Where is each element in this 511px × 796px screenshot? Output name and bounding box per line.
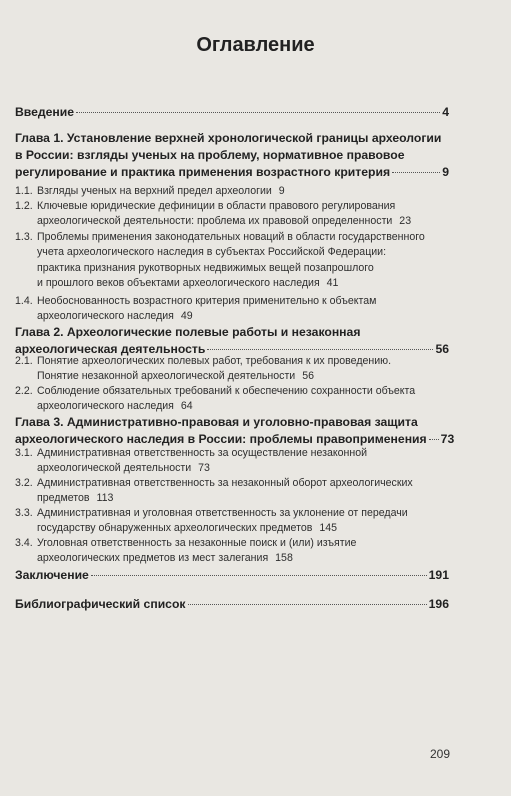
toc-entry-introduction[interactable]: [15, 104, 449, 121]
toc-entry-line: учета археологического наследия в субъектах Российской Федерации:: [37, 246, 387, 259]
toc-entry-line: предметов: [37, 492, 90, 505]
toc-entry-line: археологического наследия в России: проблемы правоприменения: [15, 432, 427, 446]
section-number: 1.2.: [15, 200, 33, 212]
leader-dots: [429, 439, 439, 440]
section-number: 1.1.: [15, 185, 33, 197]
toc-entry-page: 158: [275, 552, 293, 565]
toc-entry-title: Введение: [15, 105, 75, 119]
toc-entry-line: Административная ответственность за осуществление незаконной: [37, 447, 368, 459]
toc-entry-line: Глава 1. Установление верхней хронологической границы археологии: [15, 131, 442, 145]
toc-entry-page: 145: [319, 522, 337, 535]
toc-entry-page: 9: [442, 165, 449, 179]
toc-entry-line: регулирование и практика применения возрастного критерия: [15, 165, 391, 179]
toc-entry-line: практика признания рукотворных недвижимых вещей позапрошлого: [37, 261, 374, 274]
toc-entry-chapter-2[interactable]: [15, 324, 449, 358]
toc-entry-line: Глава 3. Административно-правовая и уголовно-правовая защита: [15, 415, 418, 429]
toc-entry-section-3-2[interactable]: [15, 476, 449, 507]
toc-entry-line: археологическая деятельность: [15, 342, 206, 356]
toc-entry-conclusion[interactable]: [15, 567, 449, 584]
toc-entry-page: 9: [278, 185, 285, 197]
toc-entry-line: Глава 2. Археологические полевые работы и незаконная: [15, 325, 361, 339]
section-number: 3.4.: [15, 537, 33, 549]
toc-entry-line: археологической деятельности: проблема их правовой определенности: [37, 215, 393, 228]
section-number: 1.4.: [15, 295, 33, 307]
toc-entry-page: 191: [428, 568, 449, 582]
toc-entry-bibliography[interactable]: [15, 596, 449, 613]
page-title: Оглавление: [196, 34, 315, 56]
toc-entry-section-1-3[interactable]: [15, 230, 449, 291]
toc-entry-line: государству обнаруженных археологических предметов: [37, 522, 313, 535]
toc-entry-line: Необоснованность возрастного критерия применительно к объектам: [37, 295, 377, 307]
toc-entry-page: 4: [442, 105, 449, 119]
toc-entry-line: археологических предметов из мест залегания: [37, 552, 269, 565]
toc-entry-page: 56: [302, 370, 314, 383]
toc-entry-page: 56: [435, 342, 449, 356]
toc-entry-chapter-3[interactable]: [15, 414, 455, 448]
toc-entry-line: археологического наследия: [37, 400, 174, 413]
toc-entry-section-2-1[interactable]: [15, 354, 449, 385]
leader-dots: [91, 575, 427, 576]
toc-entry-line: археологического наследия: [37, 310, 174, 323]
toc-entry-line: Проблемы применения законодательных новаций в области государственного: [37, 231, 425, 243]
toc-entry-section-3-3[interactable]: [15, 506, 449, 537]
toc-entry-section-3-4[interactable]: [15, 536, 449, 567]
toc-entry-line: археологической деятельности: [37, 462, 192, 475]
page-number: 209: [429, 747, 450, 761]
toc-entry-page: 73: [440, 432, 455, 446]
toc-entry-section-1-1[interactable]: [15, 184, 449, 199]
toc-entry-page: 73: [198, 462, 210, 475]
toc-entry-line: Понятие незаконной археологической деятельности: [37, 370, 296, 383]
toc-entry-line: в России: взгляды ученых на проблему, нормативное правовое: [15, 148, 405, 162]
section-number: 2.1.: [15, 355, 33, 367]
toc-entry-chapter-1[interactable]: [15, 130, 449, 181]
toc-entry-line: Административная ответственность за незаконный оборот археологических: [37, 477, 413, 489]
leader-dots: [207, 349, 433, 350]
toc-entry-line: Административная и уголовная ответственность за уклонение от передачи: [37, 507, 408, 519]
toc-entry-page: 113: [96, 492, 114, 505]
toc-entry-page: 64: [180, 400, 193, 413]
toc-entry-section-1-4[interactable]: [15, 294, 449, 325]
toc-entry-line: и прошлого веков объектами археологического наследия: [37, 276, 320, 289]
toc-entry-line: Взгляды ученых на верхний предел археологии: [37, 185, 272, 197]
section-number: 1.3.: [15, 231, 33, 243]
toc-entry-title: Заключение: [15, 568, 89, 582]
toc-entry-page: 196: [428, 597, 449, 611]
section-number: 3.1.: [15, 447, 33, 459]
toc-entry-section-3-1[interactable]: [15, 446, 449, 477]
toc-entry-title: Библиографический список: [15, 597, 186, 611]
toc-entry-page: 41: [326, 276, 339, 289]
toc-entry-line: Ключевые юридические дефиниции в области правового регулирования: [37, 200, 396, 212]
toc-entry-line: Понятие археологических полевых работ, требования к их проведению.: [37, 355, 392, 367]
leader-dots: [188, 604, 427, 605]
toc-entry-page: 49: [180, 310, 193, 323]
toc-entry-line: Соблюдение обязательных требований к обеспечению сохранности объекта: [37, 385, 416, 397]
toc-entry-section-2-2[interactable]: [15, 384, 449, 415]
toc-entry-line: Уголовная ответственность за незаконные поиск и (или) изъятие: [37, 537, 357, 549]
toc-entry-section-1-2[interactable]: [15, 199, 449, 230]
toc-entry-page: 23: [399, 215, 412, 228]
section-number: 2.2.: [15, 385, 33, 397]
section-number: 3.3.: [15, 507, 33, 519]
section-number: 3.2.: [15, 477, 33, 489]
leader-dots: [76, 112, 440, 113]
leader-dots: [392, 172, 440, 173]
